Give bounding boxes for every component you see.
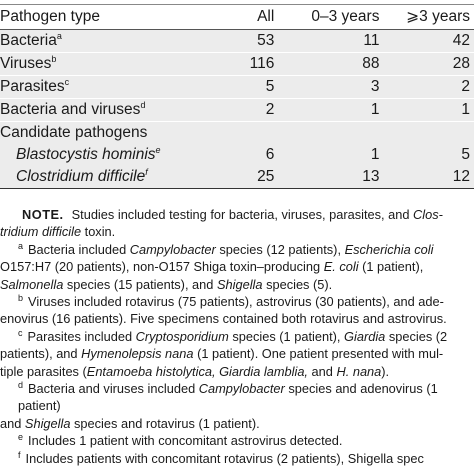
table-row-bacteria bbox=[0, 30, 474, 53]
footnote-marker: a bbox=[18, 240, 24, 251]
cell-3-plus: 42 bbox=[379, 30, 474, 53]
row-label: Bacteria and viruses bbox=[0, 101, 141, 118]
footnote-text: species (1 patient), bbox=[228, 328, 345, 344]
table-row-parasites bbox=[0, 76, 474, 99]
footnote-italic: Campylobacter bbox=[198, 381, 285, 397]
header-3-plus-years: ⩾3 years bbox=[379, 5, 474, 30]
table-row-viruses bbox=[0, 53, 474, 76]
footnote-text: species (12 patients), bbox=[215, 241, 345, 257]
footnote-italic: Cryptosporidium bbox=[135, 328, 229, 344]
cell-0-3: 13 bbox=[274, 166, 379, 189]
table-row-clostridium bbox=[0, 166, 474, 189]
note-italic-2: tridium difficile bbox=[0, 224, 82, 240]
footnote-a bbox=[0, 241, 474, 258]
footnote-text: Includes 1 patient with concomitant astrovirus detected. bbox=[28, 433, 343, 449]
table-row-blastocystis bbox=[0, 144, 474, 166]
footnote-e bbox=[0, 432, 474, 449]
cell-0-3: 1 bbox=[274, 99, 379, 122]
footnote-italic: H. nana bbox=[336, 363, 382, 379]
row-label: Bacteria bbox=[0, 32, 57, 49]
row-label: Parasites bbox=[0, 78, 65, 95]
footnote-text: O157:H7 (20 patients), non-O157 Shiga toxin–producing bbox=[0, 259, 324, 275]
footnote-marker: f bbox=[145, 167, 148, 177]
table-row-bacteria-and-viruses bbox=[0, 99, 474, 122]
footnote-text: Bacteria and viruses included bbox=[28, 381, 199, 397]
cell-3-plus: 1 bbox=[379, 99, 474, 122]
cell-0-3: 88 bbox=[274, 53, 379, 76]
footnote-text: species (5). bbox=[262, 276, 333, 292]
header-pathogen-type: Pathogen type bbox=[0, 5, 214, 30]
table-notes bbox=[0, 206, 474, 467]
footnote-marker: e bbox=[18, 432, 24, 443]
footnote-text: patients), and bbox=[0, 346, 82, 362]
footnote-text: species (15 patients), and bbox=[63, 276, 217, 292]
cell-all: 6 bbox=[214, 144, 274, 166]
footnote-text: Bacteria included bbox=[28, 241, 130, 257]
row-label: Blastocystis hominis bbox=[16, 146, 156, 163]
footnote-text: species (2 bbox=[385, 328, 448, 344]
footnote-italic: Escherichia coli bbox=[344, 241, 434, 257]
footnote-marker: d bbox=[140, 100, 146, 110]
note-text-2: toxin. bbox=[81, 224, 116, 240]
footnote-marker: e bbox=[155, 145, 161, 155]
cell-all: 25 bbox=[214, 166, 274, 189]
footnote-text: species and rotavirus (1 patient). bbox=[70, 415, 260, 431]
cell-3-plus: 28 bbox=[379, 53, 474, 76]
footnote-text: (1 patient). One patient presented with mul- bbox=[193, 346, 444, 362]
note-italic: Clos- bbox=[413, 207, 443, 222]
note-paragraph-cont bbox=[0, 223, 474, 240]
footnote-b bbox=[0, 293, 474, 310]
footnote-c-cont bbox=[0, 345, 474, 362]
cell-3-plus: 5 bbox=[379, 144, 474, 166]
cell-0-3: 3 bbox=[274, 76, 379, 99]
header-0-3-years: 0–3 years bbox=[274, 5, 379, 30]
cell-all: 116 bbox=[214, 53, 274, 76]
header-all: All bbox=[214, 5, 274, 30]
footnote-text: and bbox=[308, 363, 337, 379]
footnote-marker: b bbox=[51, 54, 57, 64]
cell-0-3: 11 bbox=[274, 30, 379, 53]
footnote-a-cont bbox=[0, 258, 474, 275]
footnote-text: species and adenovirus (1 patient) bbox=[18, 381, 438, 414]
cell-3-plus: 12 bbox=[379, 166, 474, 189]
footnote-italic: Salmonella bbox=[0, 276, 64, 292]
footnote-italic: Shigella bbox=[24, 415, 71, 431]
table-row-candidate-pathogens bbox=[0, 122, 474, 145]
note-paragraph bbox=[0, 206, 474, 223]
footnote-b-cont bbox=[0, 310, 474, 327]
footnote-text: Viruses included rotavirus (75 patients), astrovirus (30 patients), and ade- bbox=[28, 294, 444, 310]
row-label: Viruses bbox=[0, 55, 52, 72]
footnote-italic: Hymenolepsis nana bbox=[81, 346, 194, 362]
footnote-c-cont-2 bbox=[0, 363, 474, 380]
footnote-italic: E. coli bbox=[323, 259, 359, 275]
footnote-text: Parasites included bbox=[27, 328, 136, 344]
footnote-italic: Giardia bbox=[344, 328, 386, 344]
cell-all: 53 bbox=[214, 30, 274, 53]
footnote-marker: f bbox=[18, 449, 21, 460]
note-label: NOTE. bbox=[22, 207, 64, 222]
footnote-text: (1 patient), bbox=[358, 259, 424, 275]
pathogen-table bbox=[0, 0, 474, 189]
footnote-text: enovirus (16 patients). Five specimens contained both rotavirus and astrovirus. bbox=[0, 311, 447, 327]
footnote-italic: Campylobacter bbox=[129, 241, 216, 257]
cell-all: 5 bbox=[214, 76, 274, 99]
footnote-marker: d bbox=[18, 380, 24, 391]
footnote-a-cont-2 bbox=[0, 276, 474, 293]
cell-0-3: 1 bbox=[274, 144, 379, 166]
footnote-italic: Shigella bbox=[216, 276, 263, 292]
cell-all: 2 bbox=[214, 99, 274, 122]
footnote-f bbox=[0, 450, 474, 467]
footnote-c bbox=[0, 328, 474, 345]
footnote-marker: c bbox=[18, 327, 23, 338]
note-text: Studies included testing for bacteria, viruses, parasites, and bbox=[71, 207, 414, 222]
footnote-text: tiple parasites ( bbox=[0, 363, 87, 379]
footnote-text: Includes patients with concomitant rotavirus (2 patients), Shigella spec bbox=[25, 450, 424, 466]
footnote-marker: a bbox=[56, 31, 62, 41]
row-label: Clostridium difficile bbox=[16, 168, 146, 185]
row-label: Candidate pathogens bbox=[0, 122, 214, 145]
footnote-d-cont bbox=[0, 415, 474, 432]
pathogen-table-region bbox=[0, 0, 474, 189]
footnote-text: ). bbox=[381, 363, 390, 379]
table-header-row bbox=[0, 5, 474, 30]
cell-3-plus: 2 bbox=[379, 76, 474, 99]
footnote-d bbox=[0, 380, 474, 415]
footnote-marker: c bbox=[64, 77, 70, 87]
footnote-italic: Entamoeba histolytica, Giardia lamblia, bbox=[86, 363, 308, 379]
footnote-marker: b bbox=[18, 293, 24, 304]
footnote-text: and bbox=[0, 415, 25, 431]
